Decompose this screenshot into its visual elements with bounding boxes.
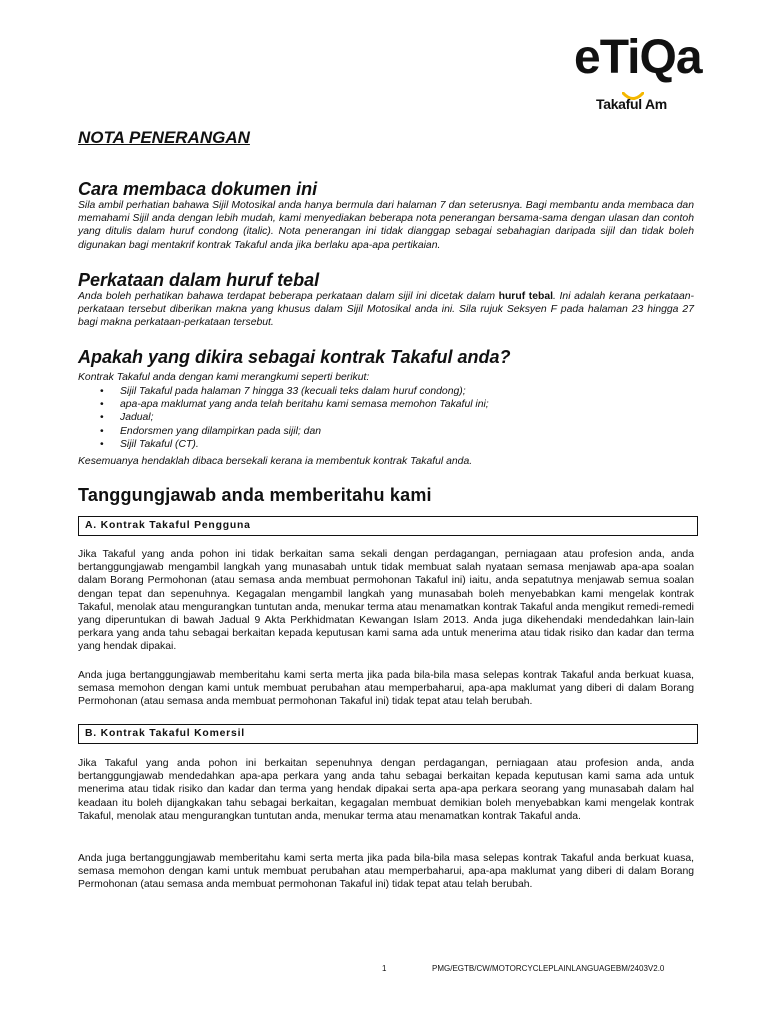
list-item: • apa-apa maklumat yang anda telah beritahu kami semasa memohon Takaful ini; [78, 398, 694, 411]
heading-perkataan-tebal: Perkataan dalam huruf tebal [78, 270, 320, 290]
list-item: • Jadual; [78, 411, 694, 424]
section-b-label: B. Kontrak Takaful Komersil [78, 724, 698, 744]
paragraph-perkataan-tebal [78, 290, 694, 330]
kontrak-intro: Kontrak Takaful anda dengan kami merangkumi seperti berikut: [78, 372, 370, 383]
section-b-paragraph-1: Jika Takaful yang anda pohon ini berkaitan sepenuhnya dengan perdagangan, perniagaan atau profesion anda, anda bertanggungjawab mendedahkan apa-apa perkara yang anda tahu sebagai berkaitan kepada keputusan kami sama ada untuk menerima atau tidak risiko dan kadar dan terma yang hendak dipakai serta apa-apa perkara seorang yang munasabah dalam hal keadaan itu boleh dijangkakan tahu sebagai berkaitan, kegagalan membuat demikian boleh menyebabkan kami mengelak kontrak Takaful, menolak atau mengurangkan tuntutan anda, menukar terma atau menamatkan kontrak Takaful anda. [78, 758, 694, 822]
perkataan-bold-term: huruf tebal [498, 291, 554, 302]
document-code: PMG/EGTB/CW/MOTORCYCLEPLAINLANGUAGEBM/2403V2.0 [432, 964, 665, 973]
kontrak-bullet-list [78, 385, 694, 451]
page-number: 1 [382, 964, 387, 973]
list-item: • Sijil Takaful (CT). [78, 438, 694, 451]
perkataan-text-after: . Ini adalah kerana perkataan-perkataan tersebut diberikan makna yang khusus dalam Sijil Motosikal anda ini. Sila rujuk Seksyen F pada halaman 23 hingga 27 bagi makna perkataan-perkataan tersebut. [78, 291, 695, 329]
section-b-paragraph-2: Anda juga bertanggungjawab memberitahu kami serta merta jika pada bila-bila masa selepas kontrak Takaful anda berkuat kuasa, semasa memohon dengan kami untuk membuat perubahan atau memperbaharui, apa-apa maklumat yang diberi di dalam Borang Permohonan (atau semasa anda membuat permohonan Takaful ini) tidak tepat atau telah berubah. [78, 853, 694, 891]
section-a-label: A. Kontrak Takaful Pengguna [78, 516, 698, 536]
section-a-paragraph-1: Jika Takaful yang anda pohon ini tidak berkaitan sama sekali dengan perdagangan, perniagaan atau profesion anda, anda bertanggungjawab mengambil langkah yang munasabah untuk tidak membuat salah nyataan semasa menjawab apa-apa soalan dalam Borang Permohonan (atau semasa anda membuat permohonan Takaful ini) iaitu, anda sepatutnya menjawab semua soalan dengan tepat dan sepenuhnya. Kegagalan mengambil langkah yang munasabah boleh menyebabkan kami mengelak kontrak Takaful, menolak atau mengurangkan tuntutan anda, menukar terma atau menamatkan kontrak Takaful anda mengikut remedi-remedi yang diperuntukan di bawah Jadual 9 Akta Perkhidmatan Kewangan Islam 2013. Anda juga dikehendaki mendedahkan lain-lain perkara yang anda tahu sebagai berkaitan kepada keputusan kami sama ada untuk menerima atau tidak risiko dan kadar dan terma yang hendak dipakai. [78, 549, 694, 653]
list-item: • Endorsmen yang dilampirkan pada sijil; dan [78, 425, 694, 438]
paragraph-cara-membaca: Sila ambil perhatian bahawa Sijil Motosikal anda hanya bermula dari halaman 7 dan seterusnya. Bagi membantu anda membaca dan memahami Sijil anda dengan lebih mudah, kami menyediakan beberapa nota penerangan bersama-sama dengan ulasan dan contoh yang ditulis dalam huruf condong (italic). Nota penerangan ini tidak dianggap sebagai sebahagian daripada sijil dan tidak boleh digunakan bagi mentakrif kontrak Takaful anda jika berlaku apa-apa pertikaian. [78, 200, 694, 251]
section-a-paragraph-2: Anda juga bertanggungjawab memberitahu kami serta merta jika pada bila-bila masa selepas kontrak Takaful anda berkuat kuasa, semasa memohon dengan kami untuk membuat perubahan atau memperbaharui, apa-apa maklumat yang diberi di dalam Borang Permohonan (atau semasa anda membuat permohonan Takaful ini) tidak tepat atau telah berubah. [78, 670, 694, 708]
etiqa-logo [570, 32, 700, 114]
logo-wordmark: eTiQa [574, 31, 702, 84]
kontrak-outro: Kesemuanya hendaklah dibaca bersekali kerana ia membentuk kontrak Takaful anda. [78, 456, 473, 467]
list-item: • Sijil Takaful pada halaman 7 hingga 33 (kecuali teks dalam huruf condong); [78, 385, 694, 398]
heading-kontrak-takaful: Apakah yang dikira sebagai kontrak Takaful anda? [78, 347, 511, 367]
heading-cara-membaca: Cara membaca dokumen ini [78, 179, 318, 199]
page-title: NOTA PENERANGAN [78, 128, 250, 147]
perkataan-text-before: Anda boleh perhatikan bahawa terdapat beberapa perkataan dalam sijil ini dicetak dalam [78, 291, 499, 302]
heading-tanggungjawab: Tanggungjawab anda memberitahu kami [78, 485, 432, 505]
logo-subtitle: Takaful Am [596, 96, 667, 112]
